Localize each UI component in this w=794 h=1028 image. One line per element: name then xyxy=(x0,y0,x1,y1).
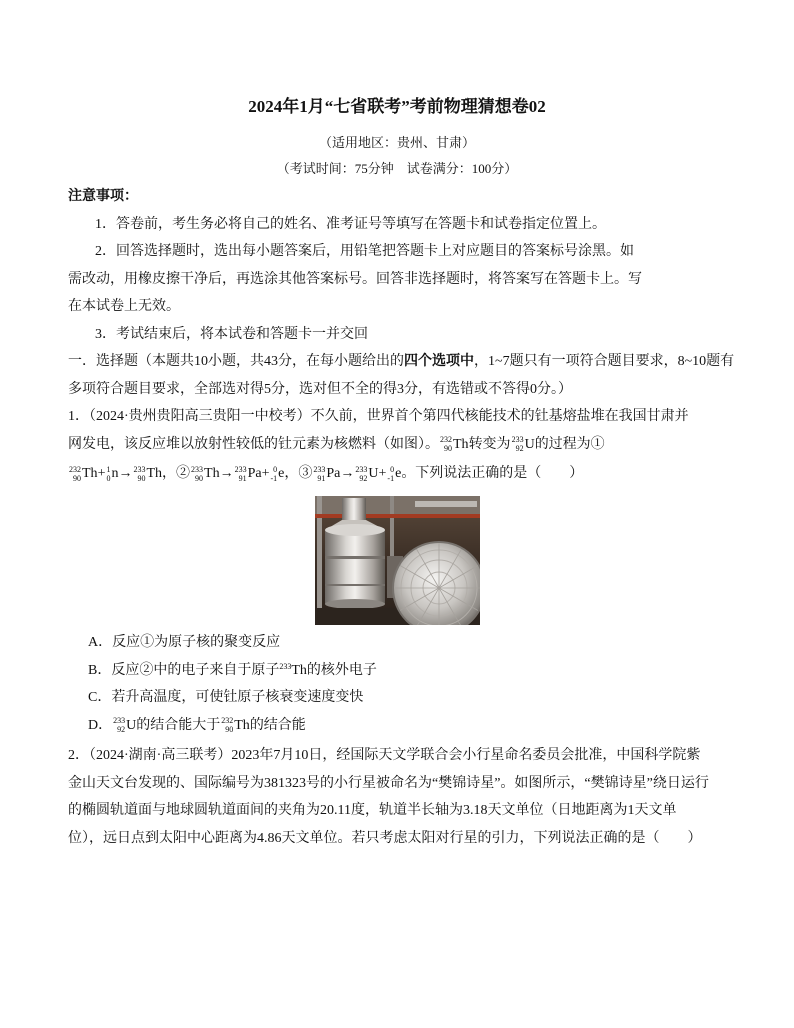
question-2-text: 的椭圆轨道面与地球圆轨道面间的夹角为20.11度，轨道半长轴为3.18天文单位（日地距离为1天文单 xyxy=(68,803,677,818)
atomic-number: 92 xyxy=(117,725,126,735)
element-symbol: Th xyxy=(204,466,220,481)
atomic-number: 92 xyxy=(515,444,524,454)
mass-number: 233 xyxy=(279,661,292,671)
nuclide-u233 xyxy=(511,437,535,452)
atomic-number: 91 xyxy=(317,473,326,483)
nuclide-th232 xyxy=(220,718,250,733)
option-text: 的结合能 xyxy=(249,717,306,733)
section-text: 一．选择题（本题共10小题，共43分，在每小题给出的 xyxy=(68,354,404,369)
nucleon-numbers xyxy=(313,465,325,483)
atomic-number: 92 xyxy=(359,473,368,483)
nucleon-numbers xyxy=(106,465,110,483)
exam-body xyxy=(68,183,768,852)
nucleon-numbers xyxy=(512,435,524,453)
plus-sign: + xyxy=(378,466,387,481)
atomic-number: 90 xyxy=(225,725,234,735)
element-symbol: Th xyxy=(146,466,163,481)
element-symbol: Th xyxy=(291,662,307,678)
question-1-text xyxy=(68,431,768,459)
option-a[interactable]: A．反应①为原子核的聚变反应 xyxy=(88,635,281,650)
section-emphasis: 四个选项中 xyxy=(404,354,474,369)
note-line: 1．答卷前，考生务必将自己的姓名、准考证号等填写在答题卡和试卷指定位置上。 xyxy=(95,216,606,232)
nucleon-numbers xyxy=(271,465,278,483)
applicable-region: （适用地区：贵州、甘肃） xyxy=(318,135,475,150)
note-line: 2．回答选择题时，选出每小题答案后，用铅笔把答题卡上对应题目的答案标号涂黑。如 xyxy=(95,244,634,259)
option-text: 的结合能大于 xyxy=(136,717,221,733)
question-text: 的过程为① xyxy=(534,436,605,452)
note-line: 在本试卷上无效。 xyxy=(68,299,180,314)
nuclide-electron xyxy=(386,466,401,481)
reactor-photo xyxy=(68,496,768,625)
reaction-equations xyxy=(68,458,768,489)
reaction-label: ，② xyxy=(162,466,191,481)
nuclide-neutron xyxy=(105,466,118,481)
atomic-number: -1 xyxy=(270,473,278,483)
section-text: ，1~7题只有一项符合题目要求，8~10题有 xyxy=(474,354,735,369)
notes-heading: 注意事项： xyxy=(68,189,138,204)
element-symbol: Th xyxy=(453,436,469,452)
element-symbol: n xyxy=(111,466,119,481)
nucleon-numbers xyxy=(113,716,125,734)
note-line: 3．考试结束后，将本试卷和答题卡一并交回 xyxy=(95,326,368,342)
mass-number: 233 xyxy=(234,464,247,474)
section-instructions xyxy=(68,348,768,376)
question-2-text: 金山天文台发现的、国际编号为381323号的小行星被命名为“樊锦诗星”。如图所示，“樊锦诗星”绕日运行 xyxy=(68,775,709,791)
exam-info: （考试时间：75分钟 试卷满分：100分） xyxy=(276,161,518,176)
mass-number: 233 xyxy=(511,435,524,445)
nucleon-numbers xyxy=(387,465,394,483)
mass-number: 1 xyxy=(106,464,111,474)
page-title: 2024年1月“七省联考”考前物理猜想卷02 xyxy=(248,97,546,116)
element-symbol: Th xyxy=(82,466,98,481)
element-symbol: U xyxy=(368,466,379,481)
mass-number: 233 xyxy=(133,464,146,474)
section-instructions: 多项符合题目要求，全部选对得5分，选对但不全的得3分，有选错或不答得0分。） xyxy=(68,381,572,397)
nuclide-pa233 xyxy=(312,466,340,481)
reaction-label: ，③ xyxy=(284,466,313,481)
atomic-number: 91 xyxy=(238,473,247,483)
plus-sign: + xyxy=(97,466,106,481)
atomic-number: 90 xyxy=(444,444,452,454)
reaction-arrow: → xyxy=(219,466,234,481)
reaction-arrow: → xyxy=(118,466,133,481)
nucleon-numbers xyxy=(191,465,203,483)
atomic-number: 0 xyxy=(106,473,111,483)
nuclide-th232 xyxy=(439,437,469,452)
mass-number: 232 xyxy=(221,716,234,726)
element-symbol: Pa xyxy=(326,466,341,481)
nuclide-electron xyxy=(270,466,285,481)
reaction-arrow: → xyxy=(340,466,355,481)
question-2-text: 位），远日点到太阳中心距离为4.86天文单位。若只考虑太阳对行星的引力，下列说法正确的是（ ） xyxy=(68,830,702,846)
nuclide-u233 xyxy=(112,718,136,733)
option-text: 的核外电子 xyxy=(306,662,377,678)
reactor-photo-image xyxy=(315,496,480,625)
mass-number: 233 xyxy=(113,716,126,726)
option-label: D． xyxy=(88,717,113,733)
nuclide-u233 xyxy=(354,466,378,481)
question-text: 。下列说法正确的是（ ） xyxy=(401,466,584,481)
mass-number: 232 xyxy=(440,435,452,445)
atomic-number: 90 xyxy=(137,473,146,483)
element-symbol: e xyxy=(278,466,285,481)
mass-number: 0 xyxy=(390,464,395,474)
nucleon-numbers xyxy=(221,716,233,734)
atomic-number: 90 xyxy=(73,473,81,483)
plus-sign: + xyxy=(261,466,270,481)
question-text: 转变为 xyxy=(468,436,511,452)
element-symbol: U xyxy=(126,717,137,733)
element-symbol: e xyxy=(395,466,402,481)
nuclide-pa233 xyxy=(234,466,262,481)
mass-number: 233 xyxy=(355,464,368,474)
nucleon-numbers xyxy=(440,435,452,453)
option-c[interactable]: C．若升高温度，可使钍原子核衰变速度变快 xyxy=(88,690,364,705)
option-d[interactable] xyxy=(68,712,768,740)
element-symbol: Pa xyxy=(247,466,262,481)
question-text: 网发电，该反应堆以放射性较低的钍元素为核燃料（如图）。 xyxy=(68,436,439,452)
nuclide-th233 xyxy=(132,466,162,481)
mass-number: 233 xyxy=(313,464,326,474)
nuclide-th232 xyxy=(68,466,98,481)
mass-number: 0 xyxy=(273,464,278,474)
option-b[interactable] xyxy=(68,657,768,685)
nucleon-numbers xyxy=(133,465,145,483)
atomic-number: 90 xyxy=(195,473,204,483)
question-1-text: 1．（2024·贵州贵阳高三贵阳一中校考）不久前，世界首个第四代核能技术的钍基熔盐堆在我国甘肃并 xyxy=(68,409,689,424)
nuclide-th233 xyxy=(190,466,220,481)
element-symbol: Th xyxy=(234,717,250,733)
nucleon-numbers xyxy=(235,465,247,483)
note-line: 需改动，用橡皮擦干净后，再选涂其他答案标号。回答非选择题时，将答案写在答题卡上。写 xyxy=(68,271,642,287)
mass-number: 233 xyxy=(191,464,204,474)
element-symbol: U xyxy=(524,436,535,452)
question-2-text: 2．（2024·湖南·高三联考）2023年7月10日，经国际天文学联合会小行星命名委员会批准，中国科学院紫 xyxy=(68,748,701,763)
nucleon-numbers xyxy=(69,465,81,483)
atomic-number: -1 xyxy=(387,473,395,483)
option-text: B．反应②中的电子来自于原子 xyxy=(88,662,280,678)
mass-number: 232 xyxy=(69,464,81,474)
nucleon-numbers xyxy=(355,465,367,483)
